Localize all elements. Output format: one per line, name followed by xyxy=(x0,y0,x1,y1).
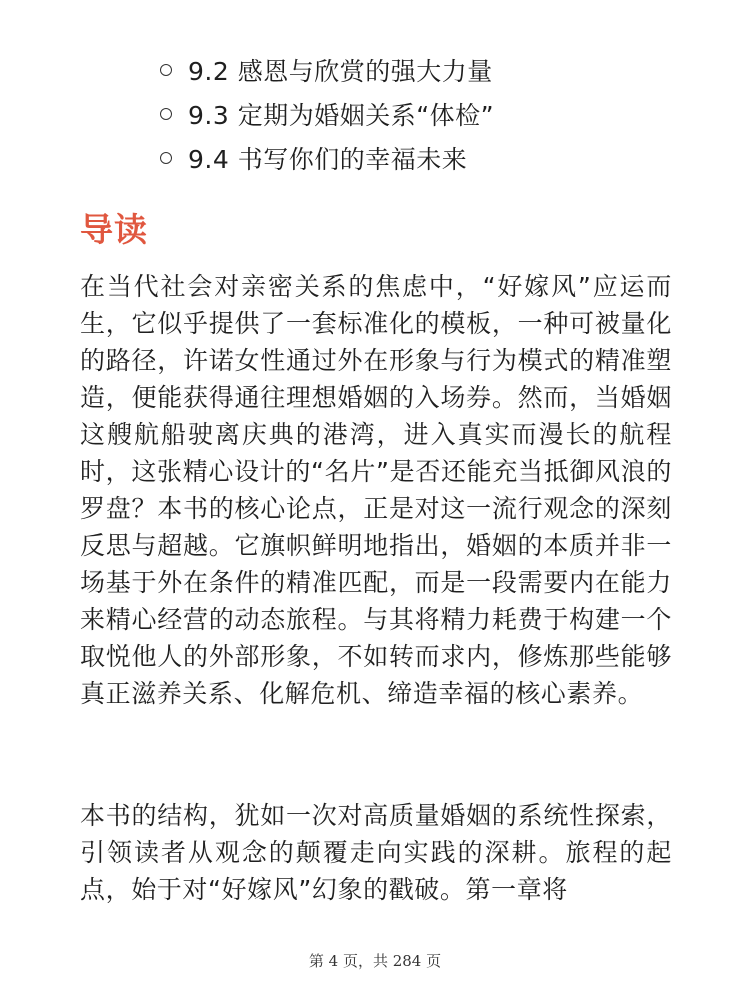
circle-bullet-icon xyxy=(160,108,172,120)
body-paragraph: 在当代社会对亲密关系的焦虑中，“好嫁风”应运而生，它似乎提供了一套标准化的模板，一种可被量化的路径，许诺女性通过外在形象与行为模式的精准塑造，便能获得通往理想婚姻的入场券。然而，当婚姻这艘航船驶离庆典的港湾，进入真实而漫长的航程时，这张精心设计的“名片”是否还能充当抵御风浪的罗盘？本书的核心论点，正是对这一流行观念的深刻反思与超越。它旗帜鲜明地指出，婚姻的本质并非一场基于外在条件的精准匹配，而是一段需要内在能力来精心经营的动态旅程。与其将精力耗费于构建一个取悦他人的外部形象，不如转而求内，修炼那些能够真正滋养关系、化解危机、缔造幸福的核心素养。 xyxy=(80,272,672,708)
toc-item[interactable] xyxy=(160,92,494,136)
body-paragraph: 本书的结构，犹如一次对高质量婚姻的系统性探索，引领读者从观念的颠覆走向实践的深耕。旅程的起点，始于对“好嫁风”幻象的戳破。第一章将 xyxy=(80,801,672,904)
section-heading: 导读 xyxy=(80,210,148,249)
toc-list xyxy=(160,48,494,180)
toc-item[interactable] xyxy=(160,136,494,180)
toc-item-label: 9.4 书写你们的幸福未来 xyxy=(188,145,468,174)
toc-item[interactable] xyxy=(160,48,494,92)
circle-bullet-icon xyxy=(160,152,172,164)
circle-bullet-icon xyxy=(160,64,172,76)
toc-item-label: 9.3 定期为婚姻关系“体检” xyxy=(188,101,495,130)
toc-item-label: 9.2 感恩与欣赏的强大力量 xyxy=(188,57,493,86)
page-number: 第 4 页，共 284 页 xyxy=(308,952,442,970)
